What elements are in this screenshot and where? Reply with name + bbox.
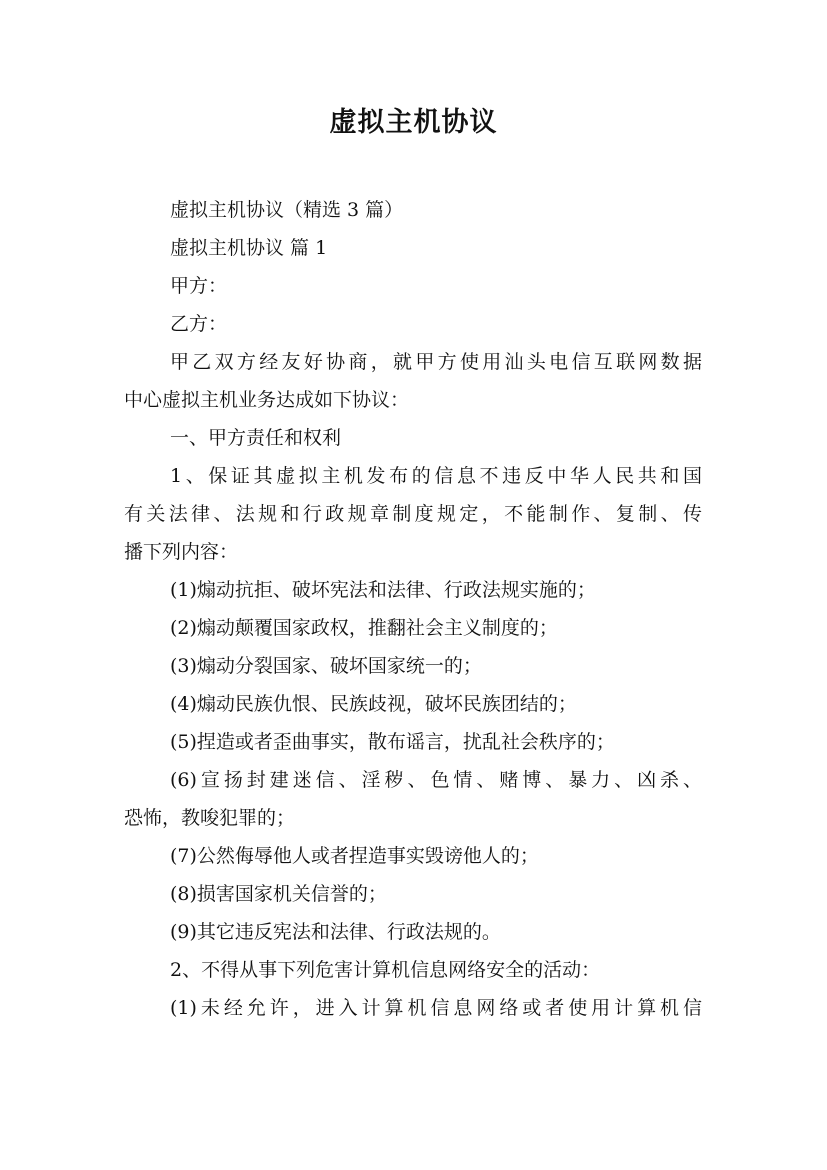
- subtitle-line: 虚拟主机协议（精选 3 篇）: [170, 199, 404, 221]
- paragraph-line: 中心虚拟主机业务达成如下协议：: [124, 389, 410, 411]
- list-item: (7)公然侮辱他人或者捏造事实毁谤他人的；: [170, 845, 539, 867]
- party-b-line: 乙方：: [170, 313, 228, 335]
- clause-heading: 一、甲方责任和权利: [170, 427, 342, 449]
- document-body: [124, 191, 702, 1027]
- paragraph-line: 1、保证其虚拟主机发布的信息不违反中华人民共和国: [170, 465, 702, 487]
- party-a-line: 甲方：: [170, 275, 228, 297]
- paragraph-line: 播下列内容：: [124, 541, 239, 563]
- list-item: (2)煽动颠覆国家政权，推翻社会主义制度的；: [170, 617, 558, 639]
- paragraph-line: 甲乙双方经友好协商，就甲方使用汕头电信互联网数据: [170, 351, 702, 373]
- list-item: (1)未经允许，进入计算机信息网络或者使用计算机信: [170, 997, 702, 1019]
- list-item: (9)其它违反宪法和法律、行政法规的。: [170, 921, 501, 943]
- paragraph-line: 有关法律、法规和行政规章制度规定，不能制作、复制、传: [124, 503, 702, 525]
- list-item: (3)煽动分裂国家、破坏国家统一的；: [170, 655, 482, 677]
- list-item: (1)煽动抗拒、破坏宪法和法律、行政法规实施的；: [170, 579, 596, 601]
- document-title: 虚拟主机协议: [329, 107, 498, 138]
- list-item: (6)宣扬封建迷信、淫秽、色情、赌博、暴力、凶杀、: [170, 769, 702, 791]
- list-item: (4)煽动民族仇恨、民族歧视，破坏民族团结的；: [170, 693, 577, 715]
- list-item: (5)捏造或者歪曲事实，散布谣言，扰乱社会秩序的；: [170, 731, 615, 753]
- list-item-continuation: 恐怖，教唆犯罪的；: [124, 807, 296, 829]
- clause-heading: 2、不得从事下列危害计算机信息网络安全的活动：: [170, 959, 601, 981]
- section-heading: 虚拟主机协议 篇 1: [170, 237, 328, 259]
- list-item: (8)损害国家机关信誉的；: [170, 883, 387, 905]
